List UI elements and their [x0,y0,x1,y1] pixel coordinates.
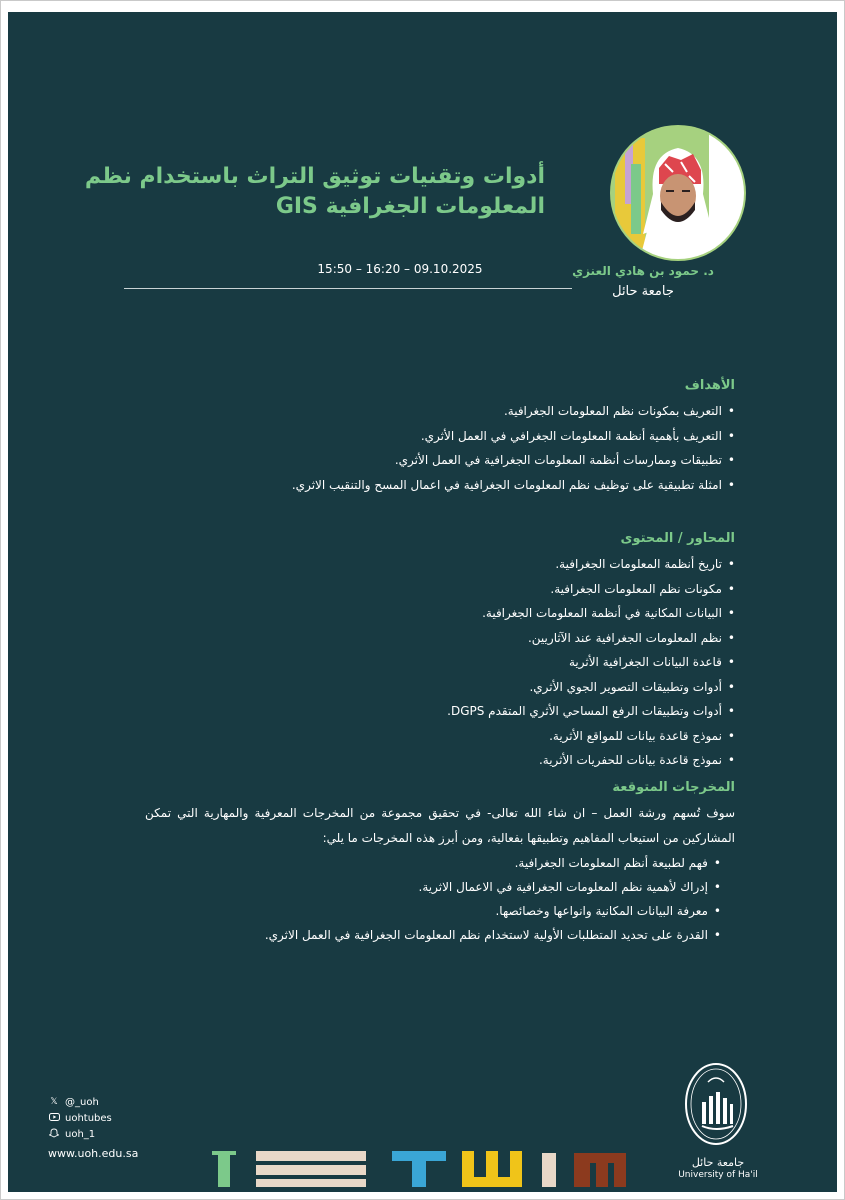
list-item: • قاعدة البيانات الجغرافية الأثرية [175,650,735,675]
speaker-photo [609,124,747,262]
logo-english-name: University of Ha'il [678,1170,758,1180]
list-item: • معرفة البيانات المكانية وانواعها وخصائصها. [145,899,721,923]
list-item: • مكونات نظم المعلومات الجغرافية. [175,577,735,602]
social-youtube[interactable] [48,1110,138,1126]
title-line-1: أدوات وتقنيات توثيق التراث باستخدام نظم [84,164,545,189]
content-heading: المحاور / المحتوى [620,531,735,546]
speaker-name: د. حمود بن هادي العنزي [572,264,714,278]
youtube-icon [48,1113,60,1124]
content-section [175,531,735,773]
list-item: • أدوات وتطبيقات التصوير الجوي الأثري. [175,675,735,700]
decorative-shapes [206,1149,646,1189]
list-item: • نظم المعلومات الجغرافية عند الآثاريين. [175,626,735,651]
website-link[interactable]: www.uoh.edu.sa [48,1146,139,1160]
list-item: • نموذج قاعدة بيانات للحفريات الأثرية. [175,748,735,773]
list-item: • امثلة تطبيقية على توظيف نظم المعلومات الجغرافية في اعمال المسح والتنقيب الاثري. [175,473,735,498]
list-item: • القدرة على تحديد المتطلبات الأولية لاستخدام نظم المعلومات الجغرافية في العمل الاثري. [145,923,721,947]
social-snapchat[interactable] [48,1126,138,1142]
x-icon: 𝕏 [50,1097,58,1107]
outputs-heading: المخرجات المتوقعة [612,780,735,795]
youtube-handle: uohtubes [65,1112,112,1124]
list-item: • تاريخ أنظمة المعلومات الجغرافية. [175,552,735,577]
list-item: • أدوات وتطبيقات الرفع المساحي الأثري المتقدم DGPS. [175,699,735,724]
social-x[interactable] [48,1094,138,1110]
speaker-portrait-icon [609,124,747,262]
list-item: • تطبيقات وممارسات أنظمة المعلومات الجغرافية في العمل الأثري. [175,448,735,473]
list-item: • نموذج قاعدة بيانات للمواقع الأثرية. [175,724,735,749]
logo-arabic-name: جامعة حائل [691,1156,745,1169]
outputs-intro: سوف تُسهم ورشة العمل – ان شاء الله تعالى- في تحقيق مجموعة من المخرجات المعرفية والمهارية التي تمكن المشاركين من استيعاب المفاهيم وتطبيقها بفعالية، ومن أبرز هذه المخرجات ما يلي: [145,806,735,845]
divider [124,288,572,289]
poster [8,12,837,1192]
list-item: • فهم لطبيعة أنظم المعلومات الجغرافية. [145,851,721,875]
goals-list [175,399,735,497]
list-item: • التعريف بأهمية أنظمة المعلومات الجغرافي في العمل الأثري. [175,424,735,449]
list-item: • التعريف بمكونات نظم المعلومات الجغرافية. [175,399,735,424]
list-item: • البيانات المكانية في أنظمة المعلومات الجغرافية. [175,601,735,626]
workshop-title [75,162,545,222]
outputs-list [145,851,721,947]
goals-heading: الأهداف [684,378,735,393]
snapchat-handle: uoh_1 [65,1128,96,1140]
snapchat-icon [48,1128,60,1141]
title-line-2: المعلومات الجغرافية GIS [275,194,545,219]
university-logo-icon [684,1062,748,1152]
goals-section [175,378,735,497]
outputs-section [145,780,735,947]
social-links [48,1094,138,1161]
speaker-block [568,264,718,299]
session-datetime: 15:50 – 16:20 – 09.10.2025 [317,262,483,276]
speaker-university: جامعة حائل [612,284,674,299]
list-item: • إدراك لأهمية نظم المعلومات الجغرافية في الاعمال الاثرية. [145,875,721,899]
content-list [175,552,735,773]
x-handle: @_uoh [65,1096,99,1108]
